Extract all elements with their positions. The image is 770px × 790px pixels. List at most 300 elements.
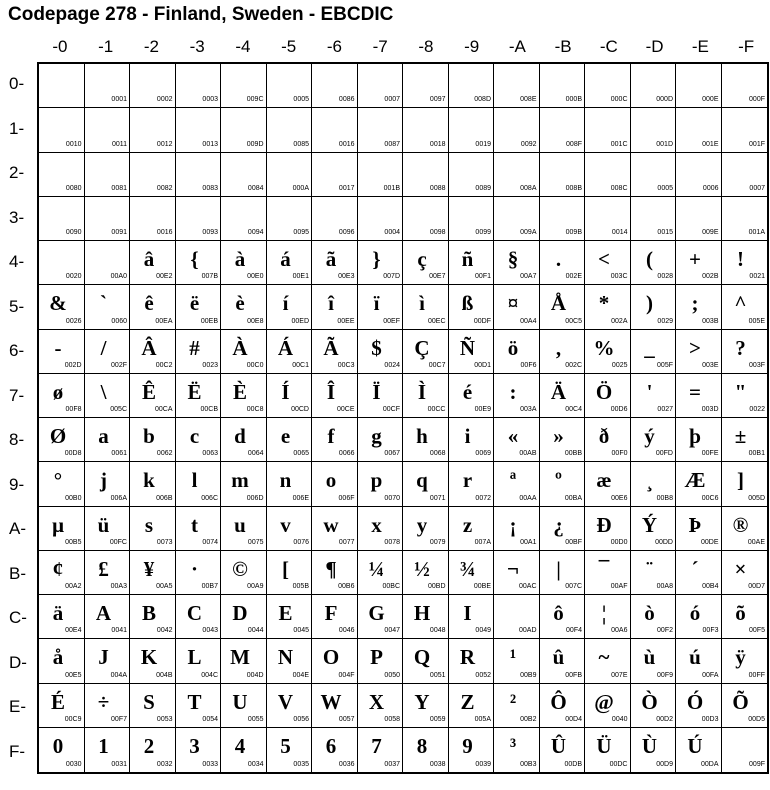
code-cell	[176, 551, 222, 595]
cell-character: N	[277, 645, 294, 670]
cell-character: ³	[509, 733, 517, 758]
code-cell	[130, 418, 176, 462]
code-cell	[540, 108, 586, 152]
cell-character: s	[144, 512, 154, 537]
code-cell	[494, 285, 540, 329]
cell-character: ¹	[509, 645, 517, 670]
cell-unicode: 00FE	[701, 450, 719, 458]
cell-character: ¼	[368, 556, 385, 581]
code-cell	[585, 285, 631, 329]
cell-unicode: 0024	[384, 361, 400, 369]
code-cell	[585, 64, 631, 108]
cell-unicode: 005E	[748, 317, 765, 325]
cell-unicode: 0093	[202, 229, 218, 236]
row-header: 5-	[9, 296, 25, 316]
cell-character: É	[50, 689, 65, 714]
code-cell	[85, 285, 131, 329]
code-cell	[540, 374, 586, 418]
code-cell	[267, 462, 313, 506]
cell-unicode: 00C7	[428, 361, 446, 369]
cell-character: £	[98, 556, 109, 581]
cell-character: þ	[689, 424, 701, 448]
cell-unicode: 0028	[657, 273, 673, 281]
cell-unicode: 00A1	[520, 538, 537, 546]
cell-unicode: 005D	[748, 494, 765, 502]
code-cell	[267, 374, 313, 418]
code-cell	[449, 728, 495, 772]
cell-unicode: 002F	[111, 361, 127, 369]
column-header: -6	[326, 37, 342, 56]
code-cell	[403, 330, 449, 374]
cell-unicode: 0049	[475, 627, 491, 635]
cell-unicode: 009F	[749, 761, 765, 768]
cell-unicode: 0066	[338, 450, 355, 458]
column-header: -B	[554, 37, 572, 56]
code-cell	[631, 108, 677, 152]
code-cell	[494, 551, 540, 595]
code-cell	[85, 728, 131, 772]
code-cell	[631, 462, 677, 506]
cell-unicode: 00C3	[337, 361, 355, 369]
cell-character: y	[416, 512, 428, 537]
cell-unicode: 0055	[247, 715, 264, 723]
code-cell	[676, 728, 722, 772]
cell-unicode: 00DC	[609, 761, 628, 768]
code-cell	[85, 595, 131, 639]
column-header: -3	[189, 37, 205, 56]
column-header: -2	[143, 37, 159, 56]
cell-character: Ë	[187, 379, 202, 404]
cell-unicode: 0065	[293, 450, 309, 458]
cell-character: O	[322, 645, 340, 670]
cell-unicode: 00BC	[382, 583, 400, 590]
code-cell	[39, 462, 85, 506]
cell-unicode: 00F7	[111, 715, 127, 723]
code-cell	[585, 241, 631, 285]
cell-unicode: 006D	[246, 494, 264, 502]
cell-character: $	[371, 335, 382, 360]
cell-unicode: 0005	[293, 96, 309, 104]
code-cell	[540, 639, 586, 683]
cell-unicode: 00CC	[427, 406, 446, 413]
cell-unicode: 0073	[156, 538, 173, 546]
code-cell	[676, 639, 722, 683]
cell-character: .	[555, 247, 562, 271]
cell-unicode: 0063	[202, 450, 218, 458]
cell-character: ª	[509, 468, 517, 493]
cell-unicode: 00E5	[65, 671, 82, 679]
code-cell	[39, 374, 85, 418]
code-cell	[39, 728, 85, 772]
code-cell	[676, 462, 722, 506]
code-cell	[631, 595, 677, 639]
cell-unicode: 00CF	[382, 406, 400, 413]
cell-character: Â	[141, 335, 157, 360]
column-headers	[37, 36, 769, 58]
code-cell	[85, 374, 131, 418]
code-cell	[403, 285, 449, 329]
code-cell	[221, 551, 267, 595]
cell-unicode: 00C4	[565, 406, 582, 413]
row-header: A-	[9, 519, 26, 539]
cell-character: Õ	[732, 689, 749, 714]
code-cell	[312, 241, 358, 285]
code-cell	[312, 639, 358, 683]
cell-unicode: 0075	[247, 538, 264, 546]
cell-unicode: 0056	[293, 715, 309, 723]
row-header: 7-	[9, 385, 25, 405]
code-cell	[312, 64, 358, 108]
cell-unicode: 00A7	[520, 273, 537, 281]
cell-unicode: 00A4	[520, 317, 537, 325]
cell-character: d	[234, 424, 246, 448]
cell-unicode: 007E	[611, 671, 628, 679]
cell-character: K	[140, 645, 158, 670]
code-cell	[221, 153, 267, 197]
cell-unicode: 00F2	[657, 627, 673, 635]
cell-character: >	[689, 335, 701, 360]
cell-unicode: 00E1	[292, 273, 309, 281]
cell-unicode: 00E7	[429, 273, 446, 281]
cell-unicode: 00DE	[700, 538, 719, 546]
cell-unicode: 00A2	[65, 583, 82, 590]
cell-character: ¶	[325, 556, 337, 581]
cell-unicode: 00C1	[292, 361, 309, 369]
cell-unicode: 003E	[702, 361, 719, 369]
code-cell	[403, 507, 449, 551]
cell-character: k	[143, 468, 155, 493]
code-cell	[267, 108, 313, 152]
cell-character: Ý	[641, 512, 658, 537]
code-cell	[540, 64, 586, 108]
code-cell	[449, 241, 495, 285]
code-cell	[176, 108, 222, 152]
cell-unicode: 00A6	[611, 627, 628, 635]
code-cell	[722, 285, 768, 329]
cell-unicode: 0098	[429, 229, 446, 236]
cell-unicode: 004B	[156, 671, 173, 679]
cell-unicode: 00D5	[748, 715, 765, 723]
cell-unicode: 00E0	[247, 273, 264, 281]
column-header: -0	[52, 37, 68, 56]
code-cell	[221, 197, 267, 241]
code-cell	[358, 153, 404, 197]
row-header: 1-	[9, 118, 25, 138]
code-cell	[403, 728, 449, 772]
cell-character: ù	[643, 645, 656, 670]
cell-unicode: 00F6	[520, 361, 537, 369]
cell-character: F	[324, 601, 338, 625]
code-cell	[312, 197, 358, 241]
code-cell	[676, 418, 722, 462]
code-cell	[267, 507, 313, 551]
cell-unicode: 0048	[429, 627, 446, 635]
code-cell	[722, 507, 768, 551]
row-header: 6-	[9, 341, 25, 361]
cell-unicode: 00B6	[338, 583, 355, 590]
code-cell	[631, 639, 677, 683]
code-cell	[358, 462, 404, 506]
code-cell	[130, 639, 176, 683]
cell-character: ð	[598, 424, 610, 448]
cell-unicode: 00E8	[247, 317, 264, 325]
cell-unicode: 00FB	[565, 671, 582, 679]
code-cell	[540, 418, 586, 462]
cell-character: ¡	[509, 512, 517, 537]
cell-unicode: 0032	[156, 761, 173, 768]
cell-character: å	[52, 645, 64, 670]
cell-character: Ò	[641, 689, 658, 714]
code-cell	[449, 330, 495, 374]
cell-character: ?	[735, 335, 746, 360]
cell-unicode: 00E3	[338, 273, 355, 281]
cell-character: ²	[509, 689, 517, 714]
cell-character: ~	[598, 645, 610, 670]
code-cell	[221, 285, 267, 329]
cell-character: ú	[689, 645, 701, 670]
cell-character: ¨	[646, 556, 653, 581]
cell-unicode: 00E6	[611, 494, 628, 502]
cell-unicode: 0067	[384, 450, 400, 458]
cell-character: Î	[326, 379, 336, 404]
code-cell	[267, 728, 313, 772]
code-cell	[130, 551, 176, 595]
code-cell	[221, 595, 267, 639]
code-cell	[176, 684, 222, 728]
cell-character: ×	[734, 556, 747, 581]
cell-unicode: 0094	[247, 229, 264, 236]
cell-unicode: 0002	[156, 96, 173, 104]
code-cell	[39, 64, 85, 108]
code-cell	[403, 374, 449, 418]
cell-character: W	[320, 689, 342, 714]
code-cell	[494, 153, 540, 197]
code-cell	[449, 462, 495, 506]
code-cell	[676, 241, 722, 285]
cell-unicode: 00ED	[291, 317, 309, 325]
code-cell	[312, 728, 358, 772]
code-cell	[85, 108, 131, 152]
cell-character: \	[100, 379, 107, 404]
cell-unicode: 001D	[656, 140, 673, 148]
cell-unicode: 0033	[202, 761, 218, 768]
cell-unicode: 0069	[475, 450, 491, 458]
code-cell	[130, 108, 176, 152]
cell-unicode: 009C	[246, 96, 264, 104]
cell-unicode: 00C6	[701, 494, 719, 502]
cell-character: Q	[413, 645, 431, 670]
cell-unicode: 003C	[610, 273, 628, 281]
code-cell	[267, 285, 313, 329]
cell-unicode: 008C	[610, 184, 628, 192]
code-cell	[130, 507, 176, 551]
cell-unicode: 0059	[429, 715, 446, 723]
code-cell	[676, 684, 722, 728]
code-cell	[631, 153, 677, 197]
cell-unicode: 0040	[611, 715, 628, 723]
code-cell	[267, 551, 313, 595]
cell-unicode: 005A	[474, 715, 491, 723]
cell-character: Ì	[417, 379, 427, 404]
code-cell	[358, 418, 404, 462]
cell-unicode: 009D	[246, 140, 264, 148]
cell-unicode: 00EF	[383, 317, 400, 325]
cell-character: 2	[143, 733, 155, 758]
cell-character: 5	[280, 733, 291, 758]
cell-unicode: 0070	[384, 494, 400, 502]
cell-character: Æ	[684, 468, 706, 493]
code-cell	[130, 197, 176, 241]
cell-unicode: 0039	[475, 761, 491, 768]
cell-character: è	[235, 291, 245, 316]
cell-character: ÷	[97, 689, 110, 714]
cell-unicode: 00C5	[565, 317, 582, 325]
code-cell	[585, 197, 631, 241]
cell-unicode: 0080	[65, 184, 82, 192]
cell-unicode: 00BF	[565, 538, 582, 546]
cell-character: Z	[460, 689, 475, 714]
code-cell	[39, 153, 85, 197]
row-header: D-	[9, 652, 27, 672]
cell-character: p	[370, 468, 383, 493]
code-cell	[676, 64, 722, 108]
code-cell	[449, 418, 495, 462]
cell-unicode: 00A3	[110, 583, 127, 590]
code-cell	[39, 507, 85, 551]
cell-unicode: 009B	[565, 229, 582, 236]
code-cell	[221, 241, 267, 285]
cell-unicode: 0019	[475, 140, 491, 148]
cell-unicode: 001A	[748, 229, 765, 236]
code-cell	[585, 462, 631, 506]
cell-character: u	[234, 512, 246, 537]
column-header: -5	[281, 37, 297, 56]
cell-character: {	[190, 247, 199, 271]
cell-unicode: 0013	[202, 140, 218, 148]
code-cell	[312, 108, 358, 152]
code-cell	[267, 153, 313, 197]
cell-character: L	[187, 645, 202, 670]
code-cell	[449, 551, 495, 595]
code-cell	[722, 241, 768, 285]
code-cell	[130, 684, 176, 728]
row-header: C-	[9, 608, 27, 628]
code-cell	[722, 551, 768, 595]
code-cell	[585, 551, 631, 595]
cell-character: f	[327, 424, 335, 448]
code-cell	[540, 197, 586, 241]
cell-unicode: 0061	[111, 450, 127, 458]
cell-unicode: 00BA	[564, 494, 582, 502]
cell-unicode: 0004	[384, 229, 400, 236]
cell-unicode: 0021	[749, 273, 765, 281]
code-cell	[631, 684, 677, 728]
cell-character: '	[646, 379, 653, 404]
code-cell	[494, 462, 540, 506]
cell-unicode: 002E	[565, 273, 582, 281]
row-header: 0-	[9, 74, 25, 94]
cell-unicode: 00EE	[337, 317, 355, 325]
cell-unicode: 00FC	[109, 538, 127, 546]
cell-character: ü	[97, 512, 110, 537]
cell-unicode: 00B9	[520, 671, 537, 679]
code-cell	[494, 374, 540, 418]
cell-character: Ñ	[459, 335, 476, 360]
cell-unicode: 0034	[247, 761, 264, 768]
code-cell	[585, 595, 631, 639]
cell-unicode: 0081	[111, 184, 127, 192]
code-cell	[403, 639, 449, 683]
cell-character: ë	[189, 291, 200, 316]
code-cell	[85, 330, 131, 374]
code-cell	[221, 462, 267, 506]
code-cell	[130, 285, 176, 329]
cell-character: S	[143, 689, 155, 714]
cell-character: |	[556, 556, 561, 581]
cell-unicode: 0035	[293, 761, 309, 768]
cell-unicode: 007B	[201, 273, 218, 281]
code-cell	[494, 684, 540, 728]
column-header: -9	[464, 37, 480, 56]
cell-unicode: 007A	[474, 538, 491, 546]
code-cell	[722, 197, 768, 241]
code-cell	[85, 639, 131, 683]
cell-character: §	[507, 247, 519, 271]
code-cell	[494, 728, 540, 772]
cell-unicode: 0077	[338, 538, 355, 546]
cell-character: H	[413, 601, 431, 625]
cell-unicode: 00FF	[748, 671, 765, 679]
cell-unicode: 000D	[656, 96, 673, 104]
cell-character	[496, 602, 530, 624]
code-cell	[358, 507, 404, 551]
cell-character: Ó	[686, 689, 704, 714]
cell-unicode: 00BD	[427, 583, 446, 590]
cell-unicode: 00E9	[474, 406, 491, 413]
row-headers	[0, 62, 36, 774]
column-header: -C	[599, 37, 618, 56]
code-cell	[403, 241, 449, 285]
cell-character: i	[464, 424, 471, 448]
code-cell	[585, 418, 631, 462]
cell-unicode: 0011	[111, 140, 127, 148]
code-cell	[403, 197, 449, 241]
cell-unicode: 00EB	[200, 317, 218, 325]
cell-unicode: 0044	[247, 627, 264, 635]
cell-character: !	[737, 247, 744, 271]
cell-unicode: 0031	[111, 761, 127, 768]
cell-unicode: 00B1	[748, 450, 765, 458]
cell-character: ¸	[646, 468, 653, 493]
cell-unicode: 006F	[338, 494, 355, 502]
cell-unicode: 00BE	[473, 583, 491, 590]
code-cell	[676, 285, 722, 329]
cell-character: í	[282, 291, 289, 316]
code-cell	[221, 639, 267, 683]
cell-character: [	[282, 556, 289, 581]
cell-character: =	[689, 379, 701, 404]
cell-unicode: 009A	[520, 229, 537, 236]
code-cell	[39, 197, 85, 241]
cell-unicode: 0025	[611, 361, 628, 369]
cell-unicode: 002B	[702, 273, 719, 281]
cell-unicode: 002D	[64, 361, 82, 369]
code-cell	[358, 728, 404, 772]
cell-unicode: 0041	[111, 627, 127, 635]
cell-unicode: 00F3	[702, 627, 719, 635]
code-cell	[676, 108, 722, 152]
code-cell	[312, 330, 358, 374]
